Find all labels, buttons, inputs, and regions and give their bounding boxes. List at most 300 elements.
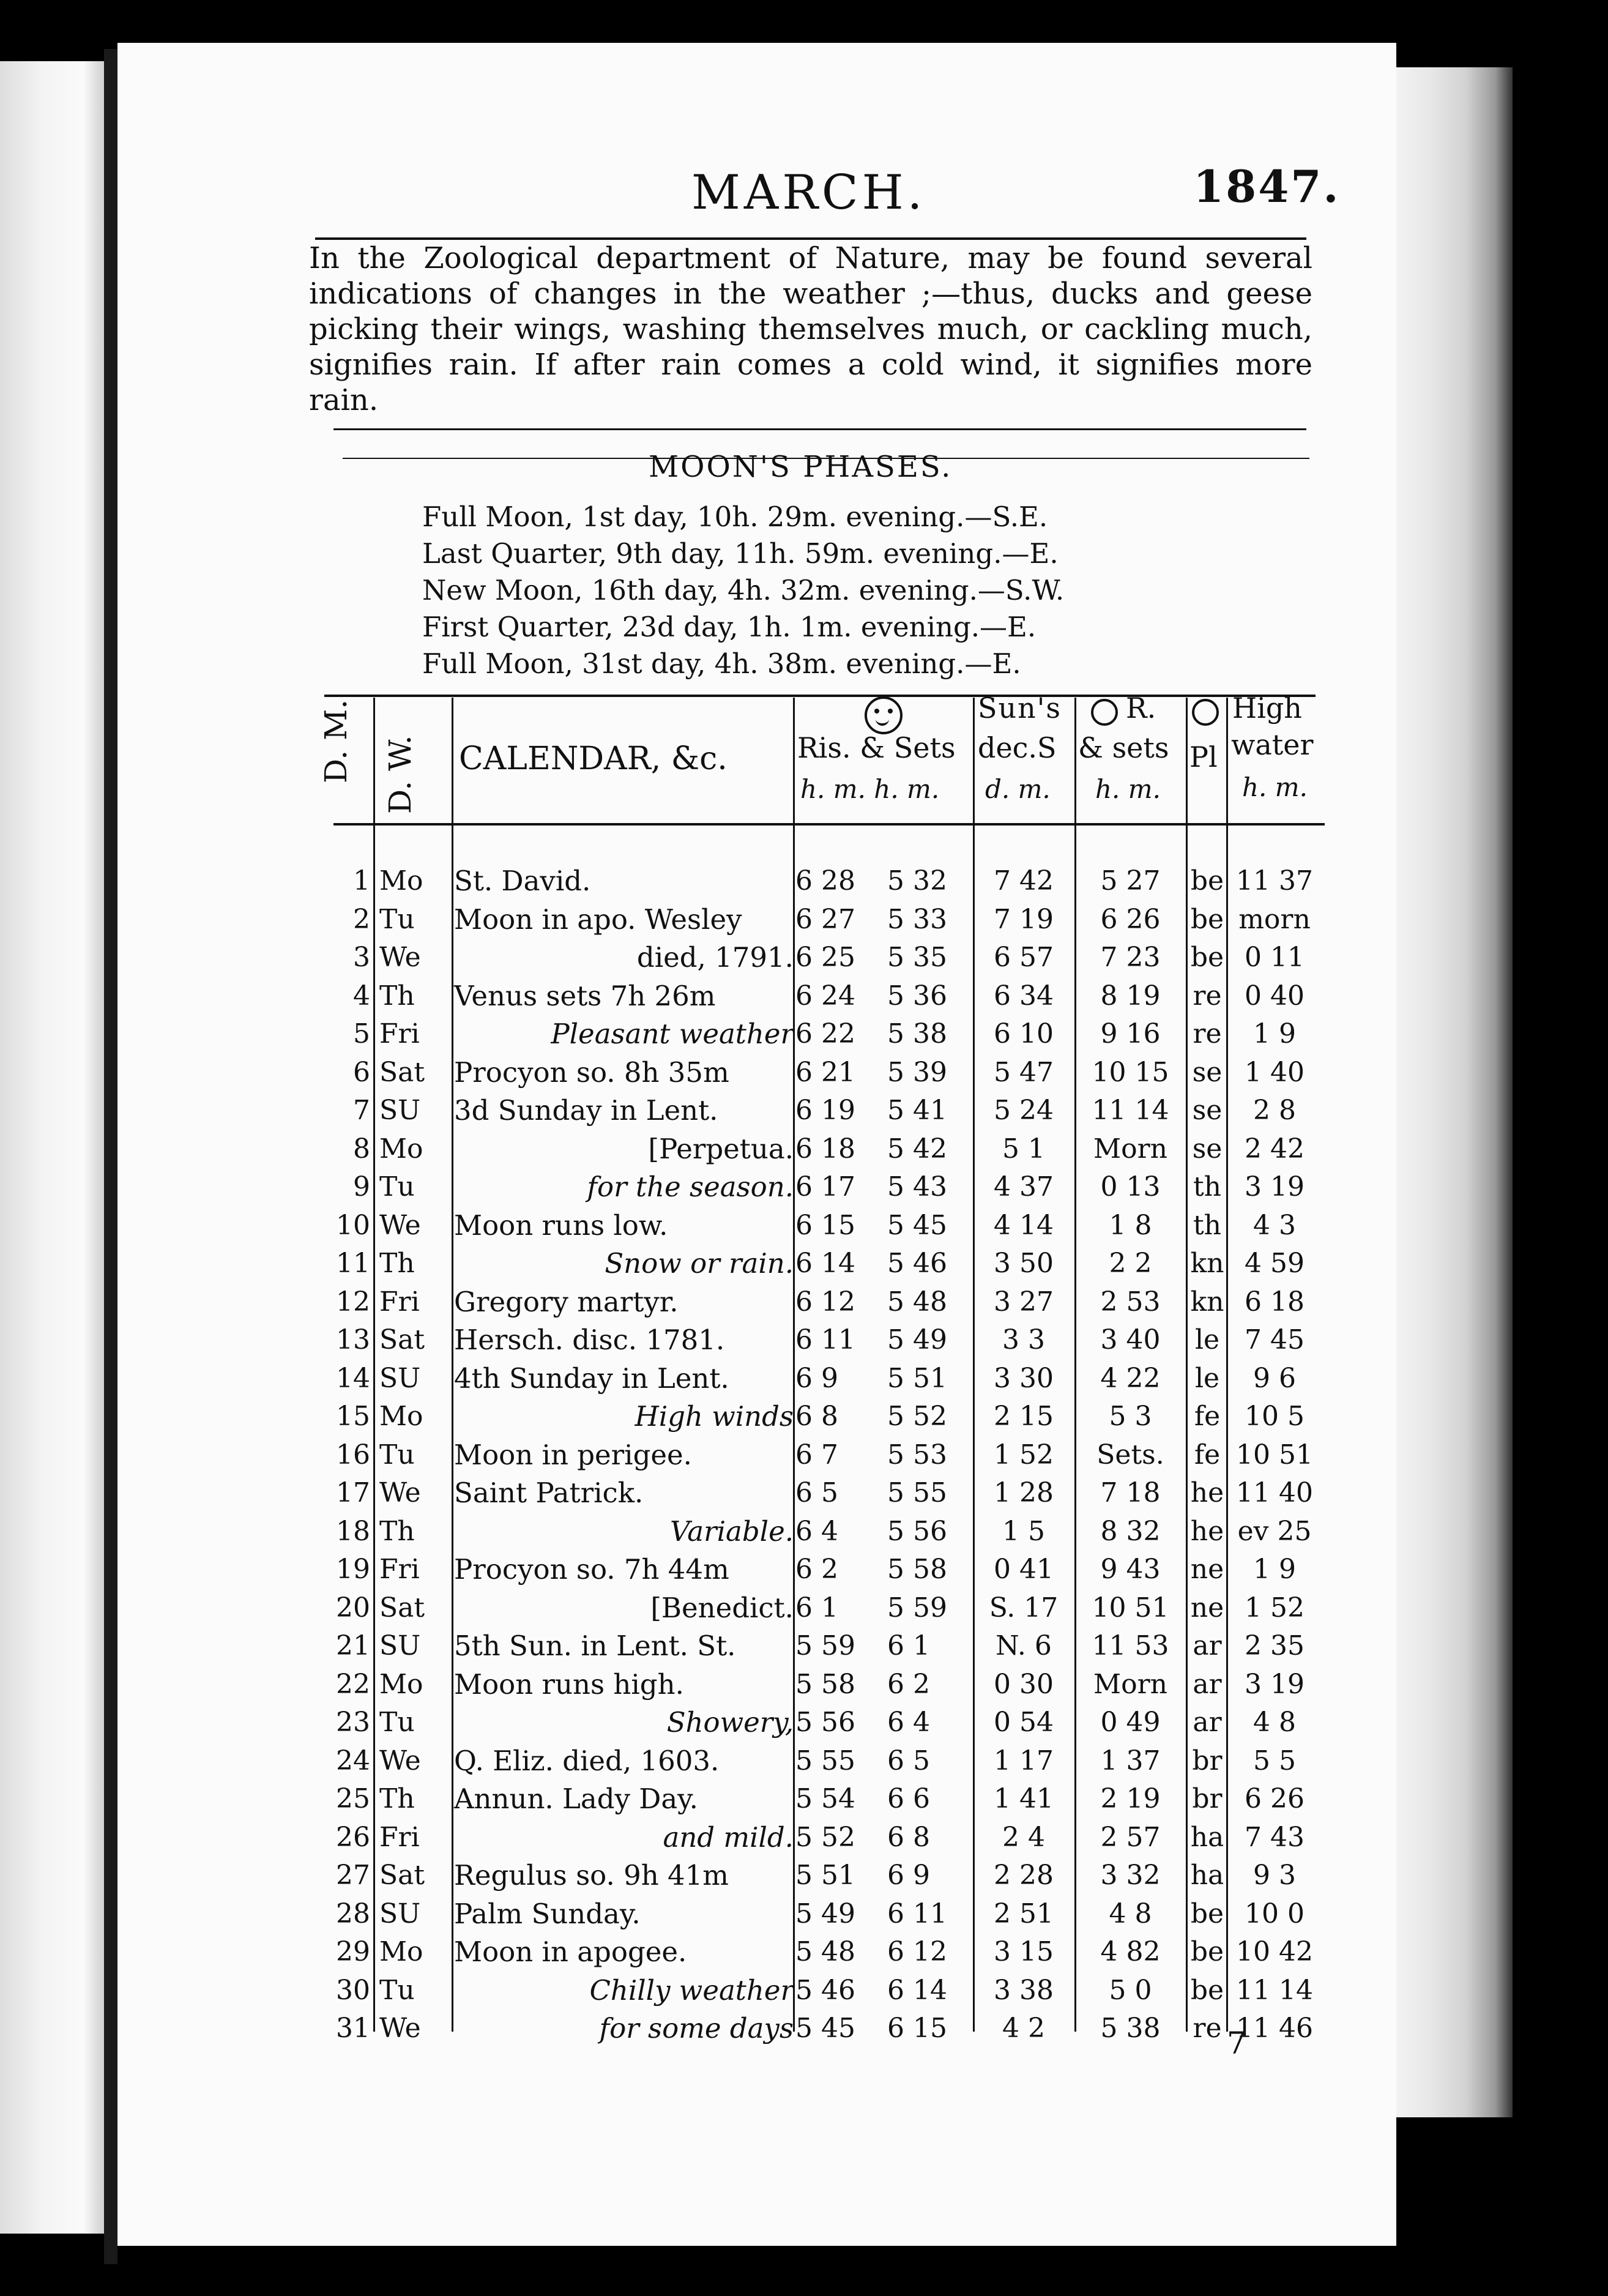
cell-sun-set: 5 52 xyxy=(887,1401,947,1432)
cell-moon-place: ar xyxy=(1193,1668,1222,1700)
cell-sun-set: 5 32 xyxy=(887,865,947,896)
cell-sun-set: 5 58 xyxy=(887,1554,947,1585)
cell-day-of-week: Fri xyxy=(379,1018,420,1049)
moon-circle-icon xyxy=(1192,699,1219,726)
cell-moon-place: ne xyxy=(1190,1554,1224,1585)
cell-high-water: 4 59 xyxy=(1245,1248,1305,1279)
cell-moon-place: br xyxy=(1192,1783,1223,1814)
cell-calendar-note: for some days xyxy=(599,2012,794,2044)
cell-day-of-month: 12 xyxy=(336,1286,370,1318)
cell-sun-rise: 6 21 xyxy=(795,1056,855,1088)
cell-moon-rise-set: 5 27 xyxy=(1100,865,1161,896)
cell-sun-rise: 6 18 xyxy=(795,1133,855,1165)
cell-moon-rise-set: 2 19 xyxy=(1100,1783,1161,1814)
cell-sun-declination: N. 6 xyxy=(996,1630,1052,1661)
cell-sun-declination: 0 54 xyxy=(994,1707,1054,1738)
cell-sun-set: 6 11 xyxy=(887,1898,947,1929)
cell-day-of-month: 7 xyxy=(353,1095,370,1126)
cell-sun-rise: 5 56 xyxy=(795,1707,855,1738)
header-sun-declination-top: Sun's xyxy=(978,691,1062,725)
cell-day-of-week: Tu xyxy=(379,1707,415,1738)
cell-moon-place: th xyxy=(1193,1171,1222,1202)
cell-high-water: 7 45 xyxy=(1245,1324,1305,1355)
cell-sun-rise: 6 24 xyxy=(795,980,855,1012)
cell-day-of-week: Tu xyxy=(379,903,415,935)
cell-day-of-week: We xyxy=(379,942,421,973)
cell-sun-declination: 6 57 xyxy=(994,942,1054,973)
cell-sun-declination: 0 41 xyxy=(994,1554,1054,1585)
cell-sun-declination: 4 37 xyxy=(994,1171,1054,1202)
cell-sun-declination: 1 52 xyxy=(994,1439,1054,1470)
cell-sun-declination: S. 17 xyxy=(989,1592,1059,1623)
cell-sun-declination: 5 47 xyxy=(994,1056,1054,1088)
cell-sun-declination: 6 10 xyxy=(994,1018,1054,1049)
cell-moon-place: ha xyxy=(1190,1821,1224,1853)
cell-day-of-week: We xyxy=(379,1209,421,1241)
cell-day-of-week: Mo xyxy=(379,1936,423,1967)
cell-moon-place: se xyxy=(1192,1133,1223,1165)
cell-sun-declination: 7 19 xyxy=(994,903,1054,935)
cell-moon-place: br xyxy=(1192,1745,1223,1776)
cell-sun-rise: 6 25 xyxy=(795,942,855,973)
page-stack-edge xyxy=(1396,67,1513,2117)
cell-moon-place: ha xyxy=(1190,1860,1224,1891)
header-moon-rise-top: R. xyxy=(1126,691,1156,725)
cell-sun-set: 5 49 xyxy=(887,1324,947,1355)
facing-page-edge xyxy=(0,61,104,2234)
cell-sun-set: 5 38 xyxy=(887,1018,947,1049)
cell-day-of-week: Mo xyxy=(379,1668,423,1700)
cell-sun-declination: 3 15 xyxy=(994,1936,1054,1967)
cell-day-of-month: 19 xyxy=(336,1554,370,1585)
cell-sun-rise: 5 51 xyxy=(795,1860,855,1891)
cell-sun-rise: 5 58 xyxy=(795,1668,855,1700)
header-sun-declination: dec.S xyxy=(978,731,1057,764)
cell-sun-rise: 5 55 xyxy=(795,1745,855,1776)
cell-moon-place: th xyxy=(1193,1209,1222,1241)
cell-sun-declination: 0 30 xyxy=(994,1668,1054,1700)
cell-high-water: 0 11 xyxy=(1245,942,1305,973)
cell-day-of-month: 1 xyxy=(353,865,370,896)
cell-sun-declination: 4 14 xyxy=(994,1209,1054,1241)
cell-high-water: 1 52 xyxy=(1245,1592,1305,1623)
cell-sun-declination: 3 30 xyxy=(994,1362,1054,1394)
header-moon-rise-set: & sets xyxy=(1078,731,1169,764)
cell-sun-declination: 2 51 xyxy=(994,1898,1054,1929)
cell-calendar-note: Variable. xyxy=(669,1515,794,1548)
cell-sun-set: 5 41 xyxy=(887,1095,947,1126)
cell-sun-declination: 7 42 xyxy=(994,865,1054,896)
cell-sun-set: 6 12 xyxy=(887,1936,947,1967)
cell-day-of-week: We xyxy=(379,1745,421,1776)
cell-sun-rise: 6 22 xyxy=(795,1018,855,1049)
header-day-of-week: D. W. xyxy=(382,735,418,814)
header-day-of-month: D. M. xyxy=(318,699,354,783)
cell-sun-rise: 6 1 xyxy=(795,1592,838,1623)
cell-high-water: 3 19 xyxy=(1245,1171,1305,1202)
cell-moon-rise-set: 2 57 xyxy=(1100,1821,1161,1853)
cell-sun-set: 6 6 xyxy=(887,1783,930,1814)
cell-day-of-month: 20 xyxy=(336,1592,370,1623)
cell-day-of-week: SU xyxy=(379,1095,421,1126)
cell-moon-rise-set: 1 37 xyxy=(1100,1745,1161,1776)
cell-day-of-month: 21 xyxy=(336,1630,370,1661)
cell-sun-declination: 4 2 xyxy=(1002,2013,1045,2044)
cell-calendar-note: Gregory martyr. xyxy=(454,1285,679,1318)
cell-sun-rise: 5 46 xyxy=(795,1974,855,2006)
cell-high-water: 6 26 xyxy=(1245,1783,1305,1814)
cell-high-water: 5 5 xyxy=(1253,1745,1296,1776)
cell-calendar-note: and mild. xyxy=(663,1821,794,1854)
cell-day-of-month: 18 xyxy=(336,1515,370,1547)
cell-day-of-month: 9 xyxy=(353,1171,370,1202)
header-rule xyxy=(315,237,1306,240)
cell-calendar-note: 3d Sunday in Lent. xyxy=(454,1094,718,1127)
cell-sun-declination: 2 15 xyxy=(994,1401,1054,1432)
cell-moon-rise-set: 3 40 xyxy=(1100,1324,1161,1355)
cell-high-water: 7 43 xyxy=(1245,1821,1305,1853)
cell-day-of-week: Mo xyxy=(379,865,423,896)
cell-day-of-week: Mo xyxy=(379,1133,423,1165)
cell-moon-place: be xyxy=(1190,1898,1224,1929)
cell-day-of-week: Tu xyxy=(379,1974,415,2006)
cell-day-of-month: 23 xyxy=(336,1707,370,1738)
cell-day-of-week: Tu xyxy=(379,1439,415,1470)
cell-sun-declination: 5 1 xyxy=(1002,1133,1045,1165)
cell-day-of-week: We xyxy=(379,2013,421,2044)
cell-high-water: 2 42 xyxy=(1245,1133,1305,1165)
cell-moon-place: he xyxy=(1190,1515,1224,1547)
column-divider xyxy=(1226,698,1228,2032)
cell-calendar-note: Procyon so. 7h 44m xyxy=(454,1553,729,1586)
cell-moon-rise-set: 9 16 xyxy=(1100,1018,1161,1049)
cell-sun-set: 6 4 xyxy=(887,1707,930,1738)
cell-day-of-week: Fri xyxy=(379,1821,420,1853)
cell-calendar-note: Saint Patrick. xyxy=(454,1477,644,1509)
header-high-water-units: h. m. xyxy=(1242,772,1308,802)
cell-sun-rise: 6 27 xyxy=(795,903,855,935)
cell-moon-rise-set: 8 32 xyxy=(1100,1515,1161,1547)
moon-phase-item: Full Moon, 31st day, 4h. 38m. evening.—E. xyxy=(422,647,1021,680)
cell-sun-set: 5 55 xyxy=(887,1477,947,1508)
cell-moon-rise-set: 2 53 xyxy=(1100,1286,1161,1318)
cell-calendar-note: Annun. Lady Day. xyxy=(454,1783,698,1815)
column-divider xyxy=(1074,698,1076,2032)
cell-moon-rise-set: 0 49 xyxy=(1100,1707,1161,1738)
cell-high-water: 11 40 xyxy=(1236,1477,1313,1508)
intro-rule-top xyxy=(333,428,1306,430)
cell-sun-rise: 5 54 xyxy=(795,1783,855,1814)
cell-day-of-week: Sat xyxy=(379,1592,425,1623)
cell-day-of-month: 4 xyxy=(353,980,370,1012)
cell-day-of-month: 3 xyxy=(353,942,370,973)
header-sun-rise-set: Ris. & Sets xyxy=(797,731,956,764)
cell-sun-set: 6 5 xyxy=(887,1745,930,1776)
cell-sun-rise: 6 12 xyxy=(795,1286,855,1318)
cell-high-water: ev 25 xyxy=(1237,1515,1312,1547)
cell-day-of-month: 17 xyxy=(336,1477,370,1508)
cell-sun-set: 5 48 xyxy=(887,1286,947,1318)
table-rule-top xyxy=(324,695,1316,697)
cell-high-water: 10 42 xyxy=(1236,1936,1313,1967)
cell-high-water: 10 0 xyxy=(1245,1898,1305,1929)
cell-high-water: 6 18 xyxy=(1245,1286,1305,1318)
cell-sun-declination: 1 17 xyxy=(994,1745,1054,1776)
cell-sun-set: 5 53 xyxy=(887,1439,947,1470)
cell-moon-rise-set: 7 18 xyxy=(1100,1477,1161,1508)
cell-sun-declination: 3 50 xyxy=(994,1248,1054,1279)
cell-moon-place: be xyxy=(1190,865,1224,896)
cell-calendar-note: Showery, xyxy=(666,1706,794,1739)
cell-moon-rise-set: 5 38 xyxy=(1100,2013,1161,2044)
moon-phases-title: MOON'S PHASES. xyxy=(649,450,953,484)
cell-moon-place: re xyxy=(1193,2013,1222,2044)
cell-day-of-week: Th xyxy=(379,1783,415,1814)
cell-day-of-week: Th xyxy=(379,1248,415,1279)
cell-high-water: 0 40 xyxy=(1245,980,1305,1012)
cell-sun-set: 6 15 xyxy=(887,2013,947,2044)
cell-calendar-note: 4th Sunday in Lent. xyxy=(454,1362,729,1395)
cell-high-water: 1 9 xyxy=(1253,1554,1296,1585)
cell-moon-rise-set: 1 8 xyxy=(1109,1209,1152,1241)
cell-day-of-month: 8 xyxy=(353,1133,370,1165)
cell-high-water: 2 8 xyxy=(1253,1095,1296,1126)
cell-moon-place: be xyxy=(1190,942,1224,973)
cell-moon-rise-set: 4 8 xyxy=(1109,1898,1152,1929)
cell-sun-set: 6 2 xyxy=(887,1668,930,1700)
cell-calendar-note: Regulus so. 9h 41m xyxy=(454,1859,729,1892)
cell-sun-rise: 5 59 xyxy=(795,1630,855,1661)
cell-calendar-note: [Perpetua. xyxy=(648,1132,794,1165)
cell-day-of-month: 28 xyxy=(336,1898,370,1929)
cell-moon-place: ne xyxy=(1190,1592,1224,1623)
cell-moon-place: le xyxy=(1194,1324,1220,1355)
cell-sun-declination: 1 41 xyxy=(994,1783,1054,1814)
cell-high-water: 2 35 xyxy=(1245,1630,1305,1661)
cell-day-of-month: 27 xyxy=(336,1860,370,1891)
cell-sun-declination: 3 27 xyxy=(994,1286,1054,1318)
cell-sun-rise: 6 7 xyxy=(795,1439,838,1470)
cell-sun-declination: 1 5 xyxy=(1002,1515,1045,1547)
page-number: 7 xyxy=(1227,2026,1246,2061)
header-moon-place: Pl xyxy=(1189,740,1218,773)
cell-high-water: 1 40 xyxy=(1245,1056,1305,1088)
cell-sun-rise: 5 45 xyxy=(795,2013,855,2044)
cell-moon-place: ar xyxy=(1193,1707,1222,1738)
cell-sun-set: 5 33 xyxy=(887,903,947,935)
cell-calendar-note: Snow or rain. xyxy=(605,1247,794,1280)
cell-day-of-month: 5 xyxy=(353,1018,370,1049)
cell-day-of-month: 13 xyxy=(336,1324,370,1355)
cell-sun-set: 5 59 xyxy=(887,1592,947,1623)
cell-sun-declination: 1 28 xyxy=(994,1477,1054,1508)
cell-sun-set: 5 35 xyxy=(887,942,947,973)
cell-sun-set: 5 56 xyxy=(887,1515,947,1547)
page-year: 1847. xyxy=(1193,160,1341,212)
cell-day-of-week: Fri xyxy=(379,1554,420,1585)
cell-sun-rise: 6 28 xyxy=(795,865,855,896)
page-title-month: MARCH. xyxy=(691,165,926,220)
cell-moon-rise-set: 2 2 xyxy=(1109,1248,1152,1279)
header-high-water: water xyxy=(1231,728,1314,761)
cell-calendar-note: Venus sets 7h 26m xyxy=(454,979,716,1012)
cell-sun-declination: 2 28 xyxy=(994,1860,1054,1891)
header-moon-units: h. m. xyxy=(1095,774,1161,804)
cell-moon-rise-set: 5 0 xyxy=(1109,1974,1152,2006)
cell-moon-place: be xyxy=(1190,1936,1224,1967)
cell-sun-declination: 3 3 xyxy=(1002,1324,1045,1355)
cell-moon-rise-set: 4 82 xyxy=(1100,1936,1161,1967)
cell-sun-rise: 6 2 xyxy=(795,1554,838,1585)
cell-sun-set: 5 45 xyxy=(887,1209,947,1241)
cell-calendar-note: 5th Sun. in Lent. St. xyxy=(454,1630,736,1662)
cell-sun-rise: 6 9 xyxy=(795,1362,838,1394)
cell-sun-rise: 6 4 xyxy=(795,1515,838,1547)
cell-moon-rise-set: 10 51 xyxy=(1092,1592,1169,1623)
cell-day-of-month: 26 xyxy=(336,1821,370,1853)
cell-moon-rise-set: 3 32 xyxy=(1100,1860,1161,1891)
cell-high-water: 9 6 xyxy=(1253,1362,1296,1394)
cell-high-water: 11 46 xyxy=(1236,2013,1313,2044)
cell-moon-rise-set: 5 3 xyxy=(1109,1401,1152,1432)
cell-day-of-week: SU xyxy=(379,1362,421,1394)
cell-sun-rise: 6 5 xyxy=(795,1477,838,1508)
cell-sun-rise: 5 48 xyxy=(795,1936,855,1967)
cell-calendar-note: Moon runs high. xyxy=(454,1668,684,1701)
cell-sun-rise: 6 19 xyxy=(795,1095,855,1126)
cell-moon-place: kn xyxy=(1190,1286,1224,1318)
cell-day-of-week: Mo xyxy=(379,1401,423,1432)
moon-phase-item: Full Moon, 1st day, 10h. 29m. evening.—S.E. xyxy=(422,501,1048,533)
cell-day-of-month: 25 xyxy=(336,1783,370,1814)
column-divider xyxy=(452,698,453,2032)
cell-day-of-month: 30 xyxy=(336,1974,370,2006)
cell-sun-rise: 6 17 xyxy=(795,1171,855,1202)
moon-phases-list xyxy=(422,499,1064,682)
cell-moon-rise-set: 10 15 xyxy=(1092,1056,1169,1088)
cell-calendar-note: Palm Sunday. xyxy=(454,1897,641,1930)
sun-face-icon xyxy=(865,696,903,734)
moon-phase-item: Last Quarter, 9th day, 11h. 59m. evening.—E. xyxy=(422,537,1059,570)
cell-high-water: 4 3 xyxy=(1253,1209,1296,1241)
cell-moon-rise-set: 6 26 xyxy=(1100,903,1161,935)
cell-sun-rise: 5 49 xyxy=(795,1898,855,1929)
cell-moon-rise-set: 11 14 xyxy=(1092,1095,1169,1126)
cell-moon-rise-set: 7 23 xyxy=(1100,942,1161,973)
cell-sun-rise: 6 15 xyxy=(795,1209,855,1241)
header-sun-units: h. m. h. m. xyxy=(800,774,940,804)
cell-day-of-week: We xyxy=(379,1477,421,1508)
cell-day-of-month: 2 xyxy=(353,903,370,935)
cell-moon-place: re xyxy=(1193,1018,1222,1049)
column-divider xyxy=(1186,698,1188,2032)
cell-sun-set: 6 8 xyxy=(887,1821,930,1853)
cell-moon-place: le xyxy=(1194,1362,1220,1394)
cell-calendar-note: died, 1791. xyxy=(636,941,794,974)
cell-calendar-note: High winds xyxy=(635,1400,794,1433)
cell-sun-set: 6 1 xyxy=(887,1630,930,1661)
cell-calendar-note: Moon runs low. xyxy=(454,1209,668,1242)
cell-moon-place: se xyxy=(1192,1095,1223,1126)
cell-sun-set: 5 46 xyxy=(887,1248,947,1279)
header-declination-units: d. m. xyxy=(985,774,1051,804)
cell-day-of-month: 14 xyxy=(336,1362,370,1394)
cell-calendar-note: Moon in perigee. xyxy=(454,1438,692,1471)
cell-day-of-month: 15 xyxy=(336,1401,370,1432)
cell-day-of-month: 29 xyxy=(336,1936,370,1967)
cell-calendar-note: Chilly weather xyxy=(589,1974,794,2007)
cell-day-of-week: Th xyxy=(379,1515,415,1547)
cell-sun-set: 5 42 xyxy=(887,1133,947,1165)
cell-high-water: 3 19 xyxy=(1245,1668,1305,1700)
cell-day-of-month: 16 xyxy=(336,1439,370,1470)
cell-high-water: 10 51 xyxy=(1236,1439,1313,1470)
cell-calendar-note: Moon in apogee. xyxy=(454,1936,687,1968)
column-divider xyxy=(373,698,375,2032)
cell-sun-set: 5 43 xyxy=(887,1171,947,1202)
cell-day-of-month: 22 xyxy=(336,1668,370,1700)
cell-high-water: morn xyxy=(1238,903,1311,935)
cell-moon-rise-set: 8 19 xyxy=(1100,980,1161,1012)
cell-day-of-week: Sat xyxy=(379,1056,425,1088)
cell-day-of-week: Th xyxy=(379,980,415,1012)
cell-calendar-note: for the season. xyxy=(587,1171,794,1203)
cell-day-of-week: Sat xyxy=(379,1324,425,1355)
cell-high-water: 11 37 xyxy=(1236,865,1313,896)
cell-day-of-week: Tu xyxy=(379,1171,415,1202)
cell-calendar-note: Q. Eliz. died, 1603. xyxy=(454,1744,720,1777)
header-high-water-top: High xyxy=(1232,691,1302,725)
cell-sun-set: 6 9 xyxy=(887,1860,930,1891)
cell-high-water: 10 5 xyxy=(1245,1401,1305,1432)
cell-day-of-week: Fri xyxy=(379,1286,420,1318)
cell-moon-place: se xyxy=(1192,1056,1223,1088)
cell-high-water: 9 3 xyxy=(1253,1860,1296,1891)
table-rule-header xyxy=(333,823,1325,826)
moon-phase-item: First Quarter, 23d day, 1h. 1m. evening.—E. xyxy=(422,611,1037,643)
cell-moon-place: be xyxy=(1190,903,1224,935)
cell-sun-set: 5 36 xyxy=(887,980,947,1012)
cell-sun-rise: 6 14 xyxy=(795,1248,855,1279)
cell-moon-rise-set: 4 22 xyxy=(1100,1362,1161,1394)
cell-high-water: 4 8 xyxy=(1253,1707,1296,1738)
moon-phase-item: New Moon, 16th day, 4h. 32m. evening.—S.W. xyxy=(422,574,1065,606)
cell-moon-place: kn xyxy=(1190,1248,1224,1279)
cell-high-water: 11 14 xyxy=(1236,1974,1313,2006)
cell-moon-place: he xyxy=(1190,1477,1224,1508)
cell-moon-rise-set: Morn xyxy=(1093,1668,1167,1700)
cell-moon-place: be xyxy=(1190,1974,1224,2006)
cell-day-of-week: Sat xyxy=(379,1860,425,1891)
cell-calendar-note: Moon in apo. Wesley xyxy=(454,903,742,936)
cell-sun-set: 6 14 xyxy=(887,1974,947,2006)
cell-sun-set: 5 51 xyxy=(887,1362,947,1394)
cell-calendar-note: Hersch. disc. 1781. xyxy=(454,1324,725,1356)
column-divider xyxy=(973,698,975,2032)
book-binding xyxy=(104,49,117,2264)
cell-moon-rise-set: Morn xyxy=(1093,1133,1167,1165)
cell-sun-set: 5 39 xyxy=(887,1056,947,1088)
moon-circle-icon xyxy=(1091,699,1118,726)
cell-day-of-month: 10 xyxy=(336,1209,370,1241)
cell-day-of-month: 11 xyxy=(336,1248,370,1279)
cell-day-of-month: 31 xyxy=(336,2013,370,2044)
cell-day-of-month: 24 xyxy=(336,1745,370,1776)
cell-day-of-month: 6 xyxy=(353,1056,370,1088)
cell-moon-rise-set: 11 53 xyxy=(1092,1630,1169,1661)
cell-sun-declination: 3 38 xyxy=(994,1974,1054,2006)
cell-sun-declination: 2 4 xyxy=(1002,1821,1045,1853)
